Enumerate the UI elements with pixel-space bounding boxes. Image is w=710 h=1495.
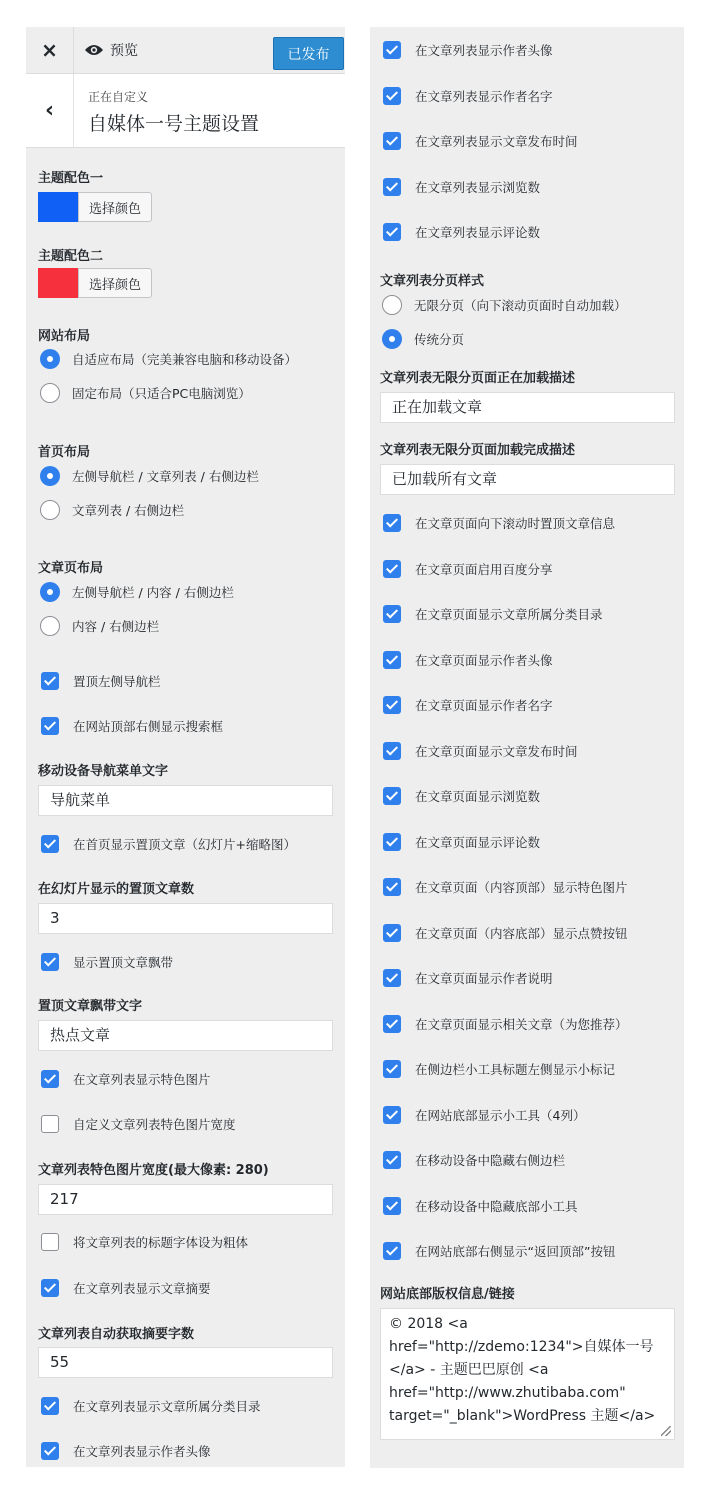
checkbox-label: 在文章列表显示评论数 (415, 225, 541, 240)
site-layout-option-responsive[interactable] (40, 349, 297, 369)
customizing-label: 正在自定义 (88, 90, 149, 104)
customizer-header (26, 27, 345, 74)
checkbox-checked[interactable] (383, 833, 401, 851)
loaded-text-label: 文章列表无限分页面加载完成描述 (380, 443, 576, 458)
copyright-textarea[interactable] (380, 1308, 675, 1440)
checkbox-checked[interactable] (41, 1070, 59, 1088)
site-layout-option-fixed[interactable] (40, 383, 251, 403)
checkbox-label: 在文章页面显示作者说明 (415, 971, 553, 986)
option-label: 自适应布局（完美兼容电脑和移动设备） (72, 352, 298, 367)
checkbox-row[interactable] (383, 1197, 578, 1215)
checkbox-label: 在侧边栏小工具标题左侧显示小标记 (415, 1062, 616, 1077)
checkbox-label: 在文章列表显示作者头像 (73, 1444, 211, 1459)
pagination-label: 文章列表分页样式 (380, 274, 485, 289)
resize-handle[interactable] (661, 1426, 671, 1436)
checkbox-row[interactable] (383, 969, 553, 987)
checkbox-checked[interactable] (383, 87, 401, 105)
checkbox-label: 在网站底部显示小工具（4列） (415, 1107, 586, 1123)
checkbox-row[interactable] (383, 651, 553, 669)
color-two-picker[interactable] (38, 268, 152, 298)
checkbox-row[interactable] (383, 132, 578, 150)
section-header (26, 74, 345, 148)
checkbox-row[interactable] (383, 178, 540, 196)
bold-title-checkbox[interactable] (41, 1233, 248, 1251)
checkbox-checked[interactable] (383, 132, 401, 150)
checkbox-row[interactable] (383, 1106, 585, 1124)
mobile-menu-label: 移动设备导航菜单文字 (38, 764, 169, 779)
checkbox-checked[interactable] (383, 1060, 401, 1078)
site-layout-label: 网站布局 (38, 329, 91, 344)
preview-button[interactable] (84, 40, 138, 60)
checkbox-checked[interactable] (383, 1242, 401, 1260)
checkbox-checked[interactable] (383, 1106, 401, 1124)
checkbox-label: 在网站底部右侧显示“返回顶部”按钮 (415, 1244, 616, 1259)
loaded-text-input[interactable]: 已加载所有文章 (380, 464, 675, 495)
checkbox-row[interactable] (383, 560, 553, 578)
checkbox-label: 在移动设备中隐藏右侧边栏 (415, 1153, 566, 1168)
checkbox-checked[interactable] (383, 178, 401, 196)
checkbox-row[interactable] (383, 1060, 615, 1078)
pagination-option-classic[interactable] (382, 329, 464, 349)
checkbox-checked[interactable] (383, 1151, 401, 1169)
checkbox-checked[interactable] (383, 560, 401, 578)
checkbox-checked[interactable] (383, 651, 401, 669)
thumb-width-input[interactable]: 217 (38, 1184, 333, 1215)
checkbox-checked[interactable] (41, 717, 59, 735)
close-button[interactable] (26, 27, 74, 73)
radio-selected[interactable] (40, 582, 60, 602)
checkbox-label: 在文章列表显示文章摘要 (73, 1281, 211, 1296)
category-checkbox[interactable] (41, 1397, 261, 1415)
checkbox-row[interactable] (383, 41, 553, 59)
slides-checkbox[interactable] (41, 835, 296, 853)
checkbox-label: 自定义文章列表特色图片宽度 (73, 1117, 236, 1132)
checkbox-label: 在文章页面显示文章所属分类目录 (415, 607, 603, 622)
excerpt-checkbox[interactable] (41, 1279, 211, 1297)
copyright-text: © 2018 <a href="http://zdemo:1234">自媒体一号</a> - 主题巴巴原创 <a href="http://www.zhutibaba.com" target="_blank">WordPress 主题</a> (389, 1316, 656, 1424)
customizer-left-panel (26, 27, 345, 1467)
mobile-menu-input[interactable]: 导航菜单 (38, 785, 333, 816)
checkbox-checked[interactable] (383, 514, 401, 532)
checkbox-row[interactable] (383, 924, 628, 942)
checkbox-label: 在文章列表显示浏览数 (415, 179, 541, 195)
checkbox-label: 在文章页面显示作者头像 (415, 652, 553, 668)
checkbox-checked[interactable] (383, 1197, 401, 1215)
customizer-right-panel (370, 27, 684, 1468)
option-label: 内容 / 右侧边栏 (72, 619, 160, 634)
radio[interactable] (40, 616, 60, 636)
publish-button[interactable]: 已发布 (273, 37, 344, 70)
color-one-picker[interactable] (38, 192, 152, 222)
checkbox-label: 在文章页面向下滚动时置顶文章信息 (415, 516, 616, 531)
excerpt-length-input[interactable]: 55 (38, 1347, 333, 1378)
post-layout-label: 文章页布局 (38, 561, 104, 576)
checkbox-checked[interactable] (383, 787, 401, 805)
checkbox-checked[interactable] (383, 223, 401, 241)
checkbox-label: 在文章页面（内容底部）显示点赞按钮 (415, 925, 628, 941)
slide-count-input[interactable]: 3 (38, 903, 333, 934)
checkbox-label: 在文章页面启用百度分享 (415, 561, 553, 577)
checkbox-checked[interactable] (41, 1279, 59, 1297)
custom-width-checkbox[interactable] (41, 1115, 236, 1133)
post-layout-option-two-col[interactable] (40, 616, 159, 636)
option-label: 文章列表 / 右侧边栏 (72, 503, 185, 518)
home-layout-option-two-col[interactable] (40, 500, 184, 520)
checkbox-label: 在文章页面显示相关文章（为您推荐） (415, 1016, 628, 1032)
checkbox-label: 在文章列表显示文章所属分类目录 (73, 1399, 261, 1414)
checkbox-row[interactable] (383, 514, 615, 532)
checkbox-label: 在文章页面显示浏览数 (415, 789, 541, 804)
checkbox-checked[interactable] (383, 696, 401, 714)
loading-text-label: 文章列表无限分页面正在加载描述 (380, 371, 576, 386)
color-one-button[interactable]: 选择颜色 (78, 192, 152, 222)
eye-icon (84, 43, 104, 57)
radio-selected[interactable] (40, 349, 60, 369)
checkbox-checked[interactable] (41, 953, 59, 971)
option-label: 传统分页 (414, 332, 465, 347)
checkbox-row[interactable] (383, 1151, 565, 1169)
checkbox-label: 在移动设备中隐藏底部小工具 (415, 1198, 578, 1214)
checkbox-label: 在文章列表显示文章发布时间 (415, 134, 578, 149)
pagination-option-infinite[interactable] (382, 295, 627, 315)
avatar-checkbox[interactable] (41, 1442, 211, 1460)
checkbox-label: 在文章页面显示评论数 (415, 834, 541, 850)
home-layout-label: 首页布局 (38, 445, 91, 460)
section-title: 自媒体一号主题设置 (88, 113, 260, 135)
ribbon-text-label: 置顶文章飘带文字 (38, 999, 143, 1014)
checkbox-checked[interactable] (41, 672, 59, 690)
home-layout-option-three-col[interactable] (40, 466, 259, 486)
checkbox-row[interactable] (383, 223, 540, 241)
checkbox-row[interactable] (383, 696, 553, 714)
option-label: 左侧导航栏 / 内容 / 右侧边栏 (72, 585, 234, 600)
ribbon-checkbox[interactable] (41, 953, 173, 971)
chevron-left-icon: ‹ (44, 98, 55, 123)
checkbox[interactable] (41, 1233, 59, 1251)
checkbox-row[interactable] (383, 833, 540, 851)
radio[interactable] (40, 500, 60, 520)
checkbox-row[interactable] (383, 742, 578, 760)
checkbox-checked[interactable] (383, 41, 401, 59)
preview-label: 预览 (110, 43, 138, 59)
checkbox[interactable] (41, 1115, 59, 1133)
checkbox-checked[interactable] (383, 1015, 401, 1033)
checkbox-checked[interactable] (41, 1397, 59, 1415)
checkbox-label: 在网站顶部右侧显示搜索框 (73, 719, 224, 734)
checkbox-checked[interactable] (383, 605, 401, 623)
radio[interactable] (382, 295, 402, 315)
pin-nav-checkbox[interactable] (41, 672, 161, 690)
slide-count-label: 在幻灯片显示的置顶文章数 (38, 882, 195, 897)
back-button[interactable] (26, 74, 74, 147)
color-two-button[interactable]: 选择颜色 (78, 268, 152, 298)
list-thumb-checkbox[interactable] (41, 1070, 211, 1088)
radio-selected[interactable] (40, 466, 60, 486)
checkbox-label: 置顶左侧导航栏 (73, 674, 161, 689)
checkbox-checked[interactable] (383, 924, 401, 942)
checkbox-row[interactable] (383, 787, 540, 805)
radio[interactable] (40, 383, 60, 403)
option-label: 无限分页（向下滚动页面时自动加载） (414, 298, 627, 313)
option-label: 固定布局（只适合PC电脑浏览） (72, 386, 251, 401)
search-checkbox[interactable] (41, 717, 223, 735)
color-one-label: 主题配色一 (38, 171, 104, 186)
checkbox-label: 将文章列表的标题字体设为粗体 (73, 1235, 249, 1250)
option-label: 左侧导航栏 / 文章列表 / 右侧边栏 (72, 469, 259, 484)
checkbox-row[interactable] (383, 87, 553, 105)
checkbox-label: 在文章页面显示文章发布时间 (415, 743, 578, 759)
checkbox-label: 在文章列表显示作者头像 (415, 43, 553, 58)
checkbox-label: 在文章列表显示特色图片 (73, 1072, 211, 1087)
color-one-swatch[interactable] (38, 192, 78, 222)
checkbox-label: 在文章列表显示作者名字 (415, 88, 553, 104)
post-layout-option-three-col[interactable] (40, 582, 234, 602)
loading-text-input[interactable]: 正在加载文章 (380, 392, 675, 423)
checkbox-row[interactable] (383, 878, 628, 896)
color-two-label: 主题配色二 (38, 249, 104, 264)
checkbox-checked[interactable] (383, 878, 401, 896)
color-two-swatch[interactable] (38, 268, 78, 298)
ribbon-text-input[interactable]: 热点文章 (38, 1020, 333, 1051)
checkbox-checked[interactable] (41, 1442, 59, 1460)
thumb-width-label: 文章列表特色图片宽度(最大像素: 280) (38, 1163, 269, 1178)
checkbox-label: 在文章页面显示作者名字 (415, 698, 553, 713)
checkbox-checked[interactable] (383, 969, 401, 987)
checkbox-checked[interactable] (41, 835, 59, 853)
close-icon: × (41, 38, 58, 62)
excerpt-length-label: 文章列表自动获取摘要字数 (38, 1327, 195, 1342)
checkbox-label: 在首页显示置顶文章（幻灯片+缩略图） (73, 837, 296, 852)
checkbox-checked[interactable] (383, 742, 401, 760)
checkbox-label: 显示置顶文章飘带 (73, 955, 174, 970)
checkbox-row[interactable] (383, 1242, 615, 1260)
checkbox-row[interactable] (383, 605, 603, 623)
radio-selected[interactable] (382, 329, 402, 349)
checkbox-label: 在文章页面（内容顶部）显示特色图片 (415, 880, 628, 895)
copyright-label: 网站底部版权信息/链接 (380, 1287, 515, 1302)
checkbox-row[interactable] (383, 1015, 628, 1033)
